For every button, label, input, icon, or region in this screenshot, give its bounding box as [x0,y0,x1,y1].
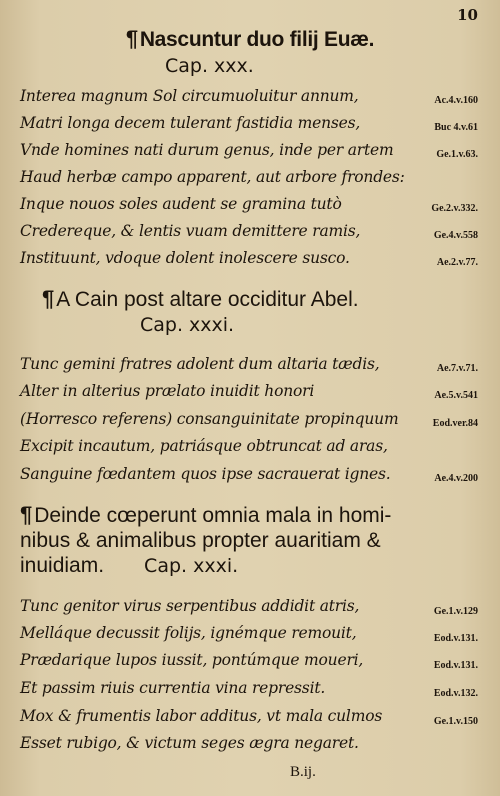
pilcrow-icon: ¶ [42,286,55,311]
verse-line: Credereque, & lentis vuam demittere ramis, [20,222,361,240]
margin-reference: Ge.2.v.332. [431,203,478,214]
margin-reference: Ge.1.v.129 [433,606,478,617]
pilcrow-icon: ¶ [125,26,138,51]
verse-line: Inque nouos soles audent se gramina tutò [20,195,342,213]
margin-reference: Ge.1.v.150 [433,716,478,727]
verse-line: Haud herbæ campo apparent, aut arbore frondes: [20,168,405,186]
verse-line: Vnde homines nati durum genus, inde per artem [20,141,394,159]
catchword: B.ij. [290,764,316,780]
verse-line: (Horresco referens) consanguinitate propinquum [20,410,399,428]
verse-line: Mox & frumentis labor additus, vt mala culmos [20,707,383,725]
margin-reference: Ae.2.v.77. [436,257,478,268]
verse-line: Excipit incautum, patriásque obtruncat ad aras, [20,437,388,455]
margin-reference: Eod.ver.84 [432,418,478,429]
verse-line: Matri longa decem tulerant fastidia menses, [20,114,361,132]
verse-line: Melláque decussit folijs, ignémque remouit, [20,624,357,642]
chapter-label: Cap. xxx. [165,55,254,77]
margin-reference: Ge.1.v.63. [436,149,478,160]
margin-reference: Ge.4.v.558 [433,230,478,241]
verse-line: Esset rubigo, & victum seges ægra negaret. [20,734,359,752]
verse-line: Instituunt, vdoque dolent inolescere susco. [20,249,350,267]
verse-line: Prædarique lupos iussit, pontúmque moueri, [20,651,364,669]
margin-reference: Ae.5.v.541 [434,390,478,401]
margin-reference: Ae.4.v.200 [434,473,478,484]
verse-line: Tunc gemini fratres adolent dum altaria tædis, [20,355,380,373]
section-heading-line: Deinde cœperunt omnia mala in homi- [34,504,392,527]
verse-line: Sanguine fœdantem quos ipse sacrauerat ignes. [20,465,391,483]
margin-reference: Eod.v.131. [433,633,478,644]
margin-reference: Buc 4.v.61 [434,122,478,133]
chapter-label: Cap. xxxi. [140,314,235,336]
verse-line: Alter in alterius prælato inuidit honori [20,382,315,400]
verse-line: Tunc genitor virus serpentibus addidit atris, [20,597,360,615]
section-heading-text: A Cain post altare occiditur Abel. [56,288,359,311]
margin-reference: Ac.4.v.160 [434,95,478,106]
section-heading [20,502,490,579]
margin-reference: Eod.v.132. [433,688,478,699]
verse-line: Et passim riuis currentia vina repressit. [20,679,326,697]
page-number: 10 [457,6,478,24]
section-heading-text: Nascuntur duo filij Euæ. [139,28,375,51]
margin-reference: Ae.7.v.71. [436,363,478,374]
margin-reference: Eod.v.131. [433,660,478,671]
chapter-label: Cap. xxxi. [144,555,239,577]
section-heading [42,286,359,312]
section-heading [0,26,500,52]
verse-line: Interea magnum Sol circumuoluitur annum, [20,87,359,105]
section-heading-line: nibus & animalibus propter auaritiam & [20,529,381,552]
pilcrow-icon: ¶ [20,502,33,527]
section-heading-line: inuidiam. [20,554,105,577]
